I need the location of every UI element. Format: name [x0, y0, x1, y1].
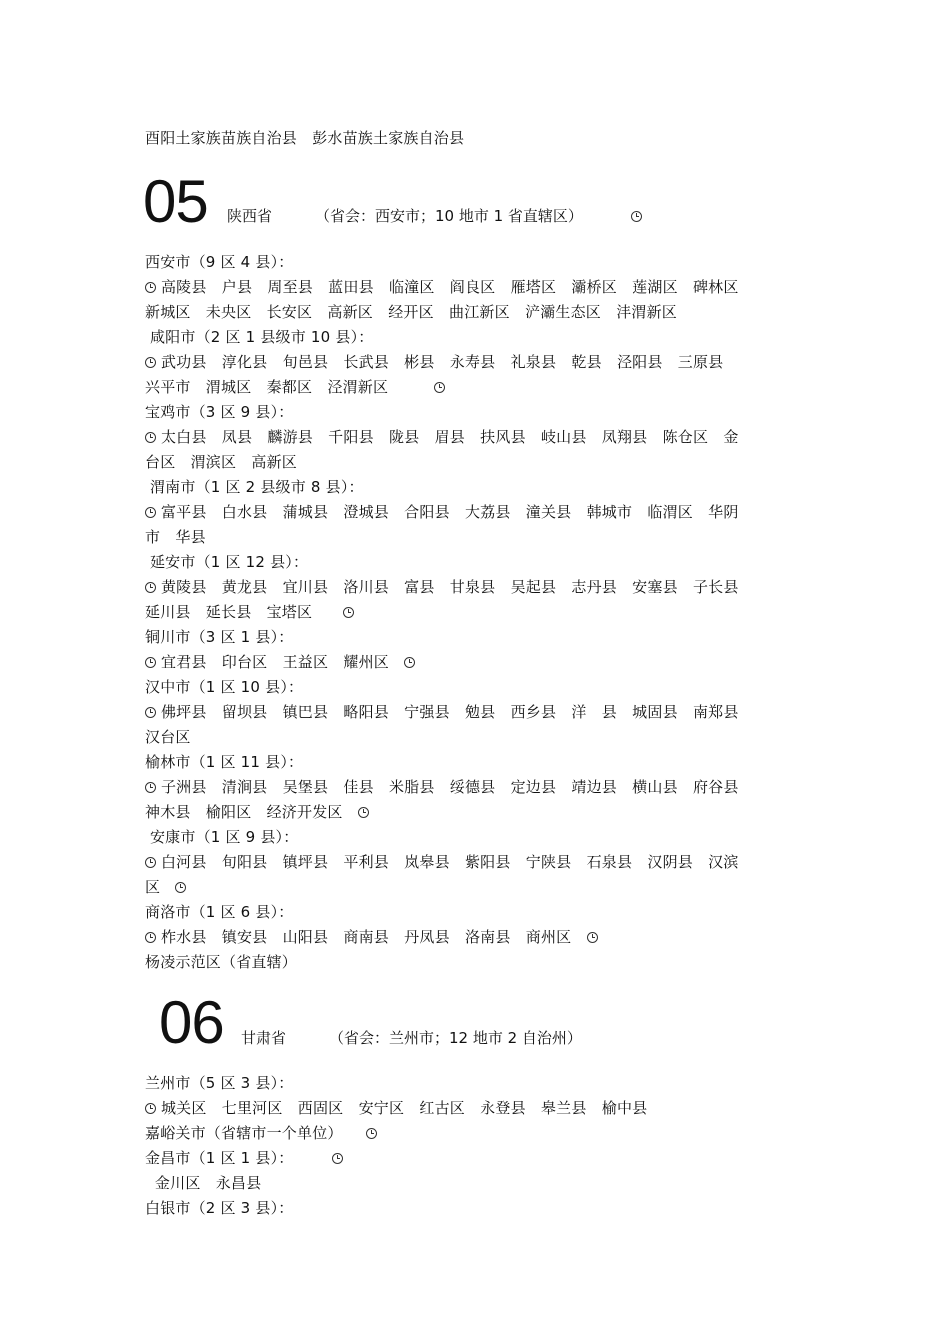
- text-line: 太白县 凤县 麟游县 千阳县 陇县 眉县 扶风县 岐山县 凤翔县 陈仓区 金: [145, 427, 739, 447]
- clock-icon: [587, 932, 598, 943]
- text-line: 汉台区: [145, 728, 191, 746]
- clock-icon: [366, 1128, 377, 1139]
- text-line: 金川区 永昌县: [145, 1174, 262, 1192]
- text-line: 渭南市（1 区 2 县级市 8 县）：: [145, 478, 364, 496]
- section-capital-note-05: （省会：西安市；10 地市 1 省直辖区）: [315, 207, 583, 225]
- clock-icon: [145, 507, 156, 518]
- text-line: 铜川市（3 区 1 县）：: [145, 628, 294, 646]
- text-line: 汉中市（1 区 10 县）：: [145, 678, 304, 696]
- section-province-05: 陕西省: [227, 207, 273, 225]
- text-line: 嘉峪关市（省辖市一个单位）: [145, 1123, 377, 1143]
- clock-icon: [145, 782, 156, 793]
- text-line: 柞水县 镇安县 山阳县 商南县 丹凤县 洛南县 商州区: [145, 927, 598, 947]
- text-line: 区: [145, 877, 186, 897]
- text-line: 白河县 旬阳县 镇坪县 平利县 岚皋县 紫阳县 宁陕县 石泉县 汉阴县 汉滨: [145, 852, 739, 872]
- clock-icon: [358, 807, 369, 818]
- text-line: 宜君县 印台区 王益区 耀州区: [145, 652, 415, 672]
- clock-icon: [145, 657, 156, 668]
- text-line: 延安市（1 区 12 县）：: [145, 553, 309, 571]
- text-line: 安康市（1 区 9 县）：: [145, 828, 299, 846]
- clock-icon: [404, 657, 415, 668]
- text-line: 新城区 未央区 长安区 高新区 经开区 曲江新区 浐灞生态区 沣渭新区: [145, 303, 678, 321]
- text-line: 黄陵县 黄龙县 宜川县 洛川县 富县 甘泉县 吴起县 志丹县 安塞县 子长县: [145, 577, 739, 597]
- clock-icon: [434, 382, 445, 393]
- clock-icon: [332, 1153, 343, 1164]
- clock-icon: [145, 282, 156, 293]
- text-line: 白银市（2 区 3 县）：: [145, 1199, 294, 1217]
- text-line: 高陵县 户县 周至县 蓝田县 临潼区 阎良区 雁塔区 灞桥区 莲湖区 碑林区: [145, 277, 739, 297]
- text-line: 市 华县: [145, 528, 206, 546]
- section-capital-note-06: （省会：兰州市；12 地市 2 自治州）: [329, 1029, 582, 1047]
- section-province-06: 甘肃省: [241, 1029, 287, 1047]
- text-line: 台区 渭滨区 高新区: [145, 453, 298, 471]
- text-line: 榆林市（1 区 11 县）：: [145, 753, 304, 771]
- clock-icon: [145, 357, 156, 368]
- text-line: 子洲县 清涧县 吴堡县 佳县 米脂县 绥德县 定边县 靖边县 横山县 府谷县: [145, 777, 739, 797]
- text-line: 佛坪县 留坝县 镇巴县 略阳县 宁强县 勉县 西乡县 洋 县 城固县 南郑县: [145, 702, 739, 722]
- text-line: 武功县 淳化县 旬邑县 长武县 彬县 永寿县 礼泉县 乾县 泾阳县 三原县: [145, 352, 723, 372]
- clock-icon: [343, 607, 354, 618]
- section-number-06: 06: [159, 989, 224, 1056]
- text-line: 咸阳市（2 区 1 县级市 10 县）：: [145, 328, 374, 346]
- clock-icon: [145, 1103, 156, 1114]
- text-line: 富平县 白水县 蒲城县 澄城县 合阳县 大荔县 潼关县 韩城市 临渭区 华阴: [145, 502, 739, 522]
- text-line: 神木县 榆阳区 经济开发区: [145, 802, 369, 822]
- text-line: 城关区 七里河区 西固区 安宁区 红古区 永登县 皋兰县 榆中县: [145, 1098, 647, 1118]
- text-line: 兴平市 渭城区 秦都区 泾渭新区: [145, 377, 445, 397]
- text-line: 兰州市（5 区 3 县）：: [145, 1074, 294, 1092]
- clock-icon: [145, 582, 156, 593]
- clock-icon: [631, 211, 642, 222]
- clock-icon: [145, 707, 156, 718]
- text-line: 金昌市（1 区 1 县）：: [145, 1148, 343, 1168]
- text-line: 西安市（9 区 4 县）：: [145, 253, 294, 271]
- text-line-top: 酉阳土家族苗族自治县 彭水苗族土家族自治县: [145, 129, 465, 147]
- clock-icon: [145, 932, 156, 943]
- text-line: 杨凌示范区（省直辖）: [145, 953, 298, 971]
- clock-icon: [175, 882, 186, 893]
- text-line: 延川县 延长县 宝塔区: [145, 602, 354, 622]
- text-line: 宝鸡市（3 区 9 县）：: [145, 403, 294, 421]
- clock-icon: [145, 432, 156, 443]
- text-line: 商洛市（1 区 6 县）：: [145, 903, 294, 921]
- clock-icon: [145, 857, 156, 868]
- section-number-05: 05: [143, 168, 208, 235]
